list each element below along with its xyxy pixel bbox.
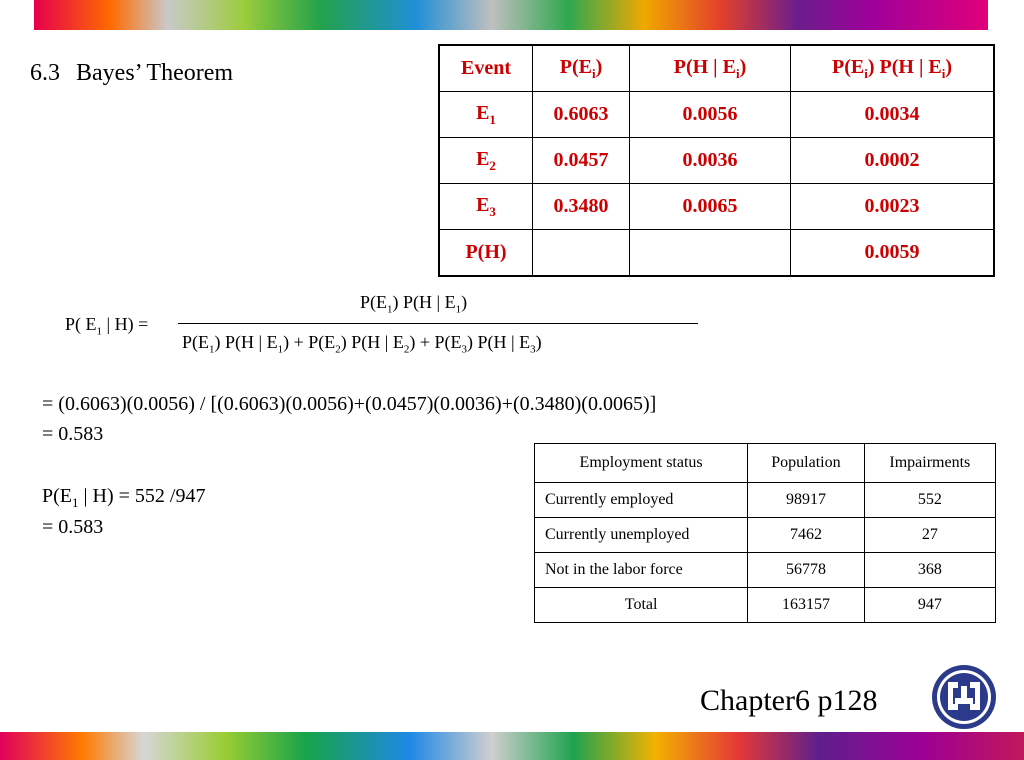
university-logo-icon (931, 664, 997, 730)
header-phe: P(H | $E_i$) (630, 45, 791, 92)
table-row (439, 184, 994, 230)
event-cell: $E_3$ (439, 184, 533, 230)
section-number: 6.3 (30, 60, 60, 86)
event-cell: $E_2$ (439, 138, 533, 184)
status-cell: Not in the labor force (535, 553, 748, 588)
calc-line-4: = 0.583 (42, 516, 104, 538)
header-employment-status: Employment status (535, 444, 748, 483)
impairments-cell: 552 (864, 483, 995, 518)
population-cell: 56778 (748, 553, 864, 588)
calc-line-1: = (0.6063)(0.0056) / [(0.6063)(0.0056)+(0.0457)(0.0036)+(0.3480)(0.0065)] (42, 393, 657, 415)
calc-line-2: = 0.583 (42, 423, 104, 445)
status-cell: Total (535, 588, 748, 623)
status-cell: Currently employed (535, 483, 748, 518)
table-row (439, 92, 994, 138)
bayes-formula (60, 292, 710, 362)
product-cell: 0.0023 (791, 184, 995, 230)
formula-denominator: $P(E_1)$ P(H | $E_1) + P(E_2)$ P(H | $E_2) + P(E_3)$ P(H | $E_3$) (182, 332, 542, 356)
pe-cell: 0.6063 (533, 92, 630, 138)
impairments-cell: 368 (864, 553, 995, 588)
top-color-band (0, 0, 1024, 30)
pe-cell: 0.3480 (533, 184, 630, 230)
population-cell: 163157 (748, 588, 864, 623)
header-impairments: Impairments (864, 444, 995, 483)
product-cell: 0.0059 (791, 230, 995, 277)
phe-cell (630, 230, 791, 277)
formula-lhs: P( $E_1$ | H) = (65, 314, 149, 338)
phe-cell: 0.0065 (630, 184, 791, 230)
header-population: Population (748, 444, 864, 483)
table-row (535, 483, 996, 518)
bottom-color-band (0, 732, 1024, 760)
employment-header-row (535, 444, 996, 483)
pe-cell: 0.0457 (533, 138, 630, 184)
total-row (535, 588, 996, 623)
header-pe: $P(E_i)$ (533, 45, 630, 92)
phe-cell: 0.0036 (630, 138, 791, 184)
bayes-header-row (439, 45, 994, 92)
table-row (535, 518, 996, 553)
product-cell: 0.0002 (791, 138, 995, 184)
event-cell: P(H) (439, 230, 533, 277)
calc-line-3: $P(E_1$ | H) = 552 /947 (42, 485, 206, 510)
fraction-bar (178, 323, 698, 324)
footer-chapter-label: Chapter6 p128 (700, 684, 878, 717)
status-cell: Currently unemployed (535, 518, 748, 553)
product-cell: 0.0034 (791, 92, 995, 138)
bayes-table (438, 44, 995, 277)
pe-cell (533, 230, 630, 277)
header-product: $P(E_i)$ P(H | $E_i$) (791, 45, 995, 92)
population-cell: 7462 (748, 518, 864, 553)
section-title (30, 60, 233, 87)
impairments-cell: 947 (864, 588, 995, 623)
section-title-text: Bayes’ Theorem (76, 60, 234, 86)
employment-table (534, 443, 996, 623)
population-cell: 98917 (748, 483, 864, 518)
event-cell: $E_1$ (439, 92, 533, 138)
total-row (439, 230, 994, 277)
table-row (535, 553, 996, 588)
impairments-cell: 27 (864, 518, 995, 553)
phe-cell: 0.0056 (630, 92, 791, 138)
header-event: Event (439, 45, 533, 92)
formula-numerator: $P(E_1)$ P(H | $E_1$) (360, 292, 468, 316)
table-row (439, 138, 994, 184)
